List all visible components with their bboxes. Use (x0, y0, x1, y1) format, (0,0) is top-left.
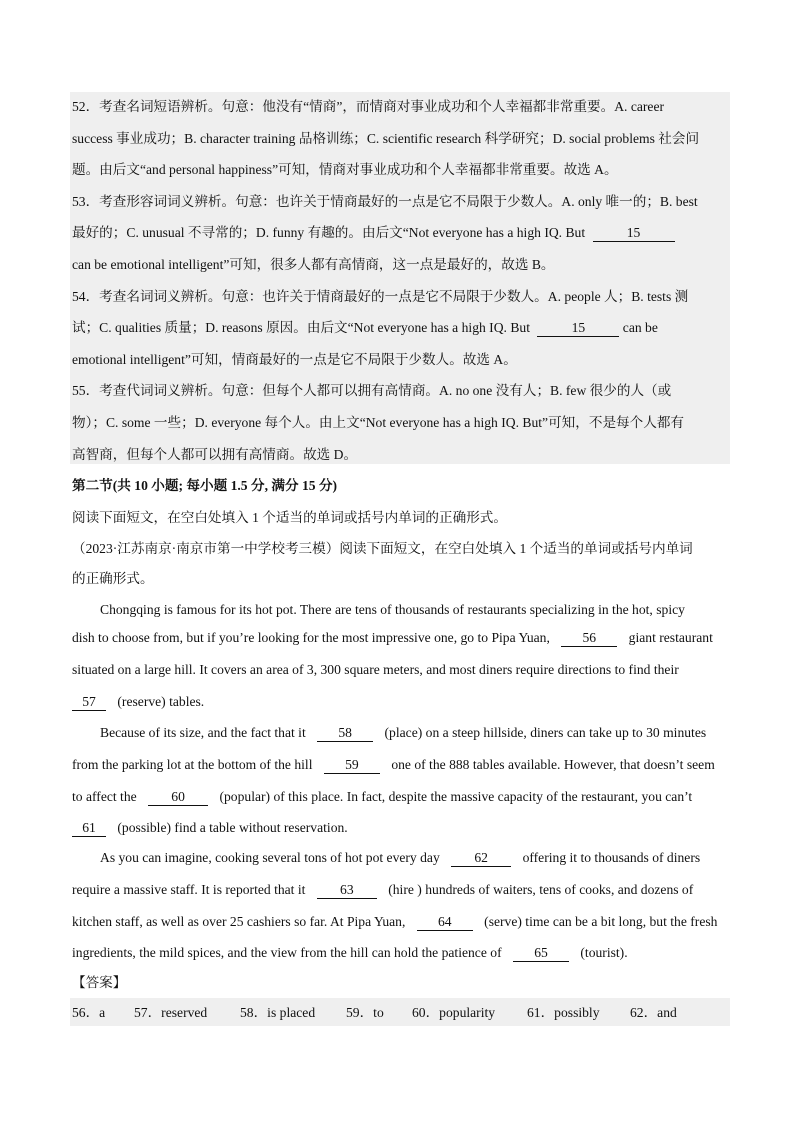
q53-line-2-text: 最好的；C. unusual 不寻常的；D. funny 有趣的。由后文“Not everyone has a high IQ. But (72, 225, 586, 240)
p3-line-3-text: kitchen staff, as well as over 25 cashiers so far. At Pipa Yuan, (72, 914, 406, 929)
blank-61: 61 (72, 820, 106, 837)
p3-line-4-end: (tourist). (580, 945, 628, 960)
p1-line-2-end: giant restaurant (628, 630, 713, 645)
p3-line-3 (72, 912, 717, 932)
p2-line-2 (72, 755, 715, 775)
q54-line-2 (72, 318, 658, 338)
blank-60: 60 (148, 789, 208, 806)
p2-line-1-end: (place) on a steep hillside, diners can take up to 30 minutes (384, 725, 707, 740)
p1-line-1: Chongqing is famous for its hot pot. There are tens of thousands of restaurants specializing in the hot, spicy (100, 602, 685, 617)
answer-57: 57．reserved (134, 1005, 208, 1020)
source-line-2: 的正确形式。 (72, 571, 154, 586)
blank-57: 57 (72, 694, 106, 711)
q53-line-2 (72, 223, 675, 243)
p2-line-2-end: one of the 888 tables available. However, that doesn’t seem (391, 757, 715, 772)
q54-line-2-end: can be (622, 320, 658, 335)
answer-56: 56．a (72, 1005, 106, 1020)
p2-line-1 (100, 723, 706, 743)
blank-65: 65 (513, 945, 569, 962)
p2-line-3 (72, 787, 692, 807)
answer-61: 61．possibly (527, 1005, 600, 1020)
blank-64: 64 (417, 914, 473, 931)
p1-line-3: situated on a large hill. It covers an area of 3, 300 square meters, and most diners require directions to find their (72, 662, 679, 677)
answer-heading: 【答案】 (72, 975, 127, 990)
blank-62: 62 (451, 850, 511, 867)
p1-line-2 (72, 628, 713, 648)
p1-line-4-text: (reserve) tables. (117, 694, 205, 709)
blank-63: 63 (317, 882, 377, 899)
q55-line-1: 55．考查代词词义辨析。句意：但每个人都可以拥有高情商。A. no one 没有人；B. few 很少的人（或 (72, 383, 672, 398)
section-heading: 第二节(共 10 小题; 每小题 1.5 分, 满分 15 分) (72, 478, 338, 493)
p2-line-3-text: to affect the (72, 789, 137, 804)
q55-line-3: 高智商，但每个人都可以拥有高情商。故选 D。 (72, 447, 358, 462)
p2-line-3-end: (popular) of this place. In fact, despite the massive capacity of the restaurant, you can’t (219, 789, 693, 804)
p3-line-2-end: (hire ) hundreds of waiters, tens of cooks, and dozens of (388, 882, 694, 897)
p3-line-1-text: As you can imagine, cooking several tons of hot pot every day (100, 850, 440, 865)
blank-56: 56 (561, 630, 617, 647)
q54-line-2-text: 试；C. qualities 质量；D. reasons 原因。由后文“Not everyone has a high IQ. But (72, 320, 530, 335)
answer-59: 59．to (346, 1005, 384, 1020)
q53-blank-15: 15 (593, 225, 675, 242)
blank-58: 58 (317, 725, 373, 742)
p1-line-2-text: dish to choose from, but if you’re looking for the most impressive one, go to Pipa Yuan, (72, 630, 550, 645)
p3-line-4 (72, 943, 628, 963)
q52-line-3: 题。由后文“and personal happiness”可知，情商对事业成功和个人幸福都非常重要。故选 A。 (72, 162, 618, 177)
p2-line-4 (72, 818, 348, 838)
source-line-1: （2023·江苏南京·南京市第一中学校考三模）阅读下面短文，在空白处填入 1 个适当的单词或括号内单词 (72, 541, 693, 556)
q54-line-1: 54．考查名词词义辨析。句意：也许关于情商最好的一点是它不局限于少数人。A. people 人；B. tests 测 (72, 289, 689, 304)
p3-line-2 (72, 880, 693, 900)
q52-line-1: 52．考查名词短语辨析。句意：他没有“情商”，而情商对事业成功和个人幸福都非常重要。A. career (72, 99, 665, 114)
q52-line-2: success 事业成功；B. character training 品格训练；C. scientific research 科学研究；D. social problems 社会问 (72, 131, 700, 146)
p3-line-1 (100, 848, 700, 868)
p3-line-4-text: ingredients, the mild spices, and the view from the hill can hold the patience of (72, 945, 502, 960)
p1-line-4 (72, 692, 204, 712)
q53-line-3: can be emotional intelligent”可知，很多人都有高情商，这一点是最好的，故选 B。 (72, 257, 555, 272)
section-instruction: 阅读下面短文，在空白处填入 1 个适当的单词或括号内单词的正确形式。 (72, 510, 507, 525)
p2-line-1-text: Because of its size, and the fact that it (100, 725, 306, 740)
answer-60: 60．popularity (412, 1005, 496, 1020)
blank-59: 59 (324, 757, 380, 774)
answer-62: 62．and (630, 1005, 677, 1020)
p2-line-2-text: from the parking lot at the bottom of the hill (72, 757, 313, 772)
p2-line-4-text: (possible) find a table without reservation. (117, 820, 348, 835)
q53-line-1: 53．考查形容词词义辨析。句意：也许关于情商最好的一点是它不局限于少数人。A. only 唯一的；B. best (72, 194, 698, 209)
q54-line-3: emotional intelligent”可知，情商最好的一点是它不局限于少数人。故选 A。 (72, 352, 517, 367)
q54-blank-15: 15 (537, 320, 619, 337)
p3-line-1-end: offering it to thousands of diners (522, 850, 701, 865)
q55-line-2: 物）；C. some 一些；D. everyone 每个人。由上文“Not everyone has a high IQ. But”可知，不是每个人都有 (72, 415, 685, 430)
answer-58: 58．is placed (240, 1005, 316, 1020)
p3-line-2-text: require a massive staff. It is reported that it (72, 882, 306, 897)
p3-line-3-end: (serve) time can be a bit long, but the fresh (484, 914, 718, 929)
